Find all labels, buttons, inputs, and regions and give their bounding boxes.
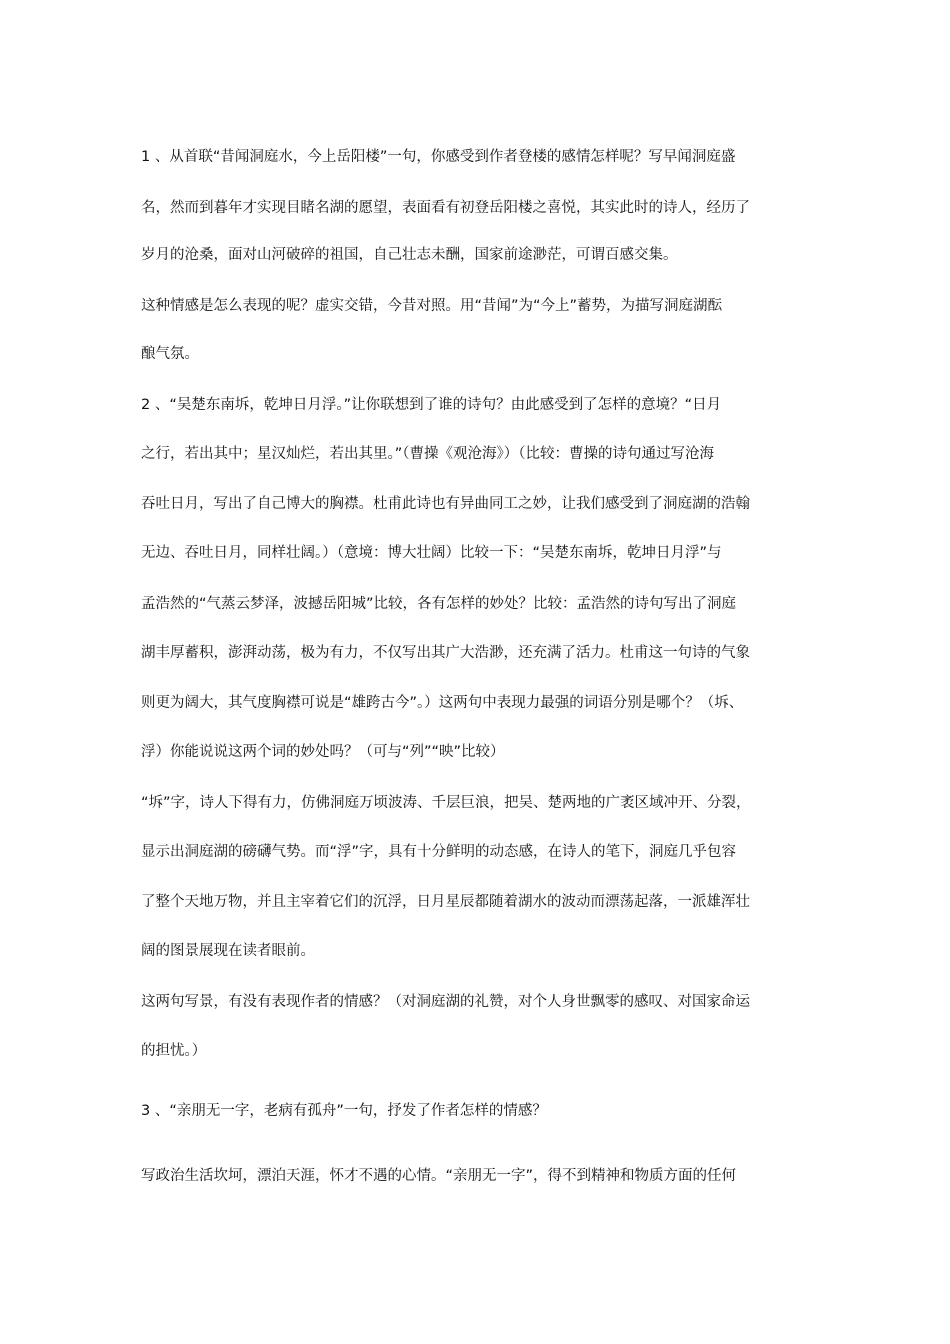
text-line: 2 、“吴楚东南坼，乾坤日月浮。”让你联想到了谁的诗句？由此感受到了怎样的意境？“日月 [141, 397, 722, 413]
text-line: 酿气氛。 [141, 346, 199, 362]
text-line: 湖丰厚蓄积，澎湃动荡，极为有力，不仅写出其广大浩渺，还充满了活力。杜甫这一句诗的气象 [141, 645, 750, 661]
text-line: 1 、从首联“昔闻洞庭水，今上岳阳楼”一句，你感受到作者登楼的感情怎样呢？写早闻洞庭盛 [141, 149, 736, 165]
text-line: 写政治生活坎坷，漂泊天涯，怀才不遇的心情。“亲朋无一字”，得不到精神和物质方面的任何 [141, 1168, 737, 1184]
text-line: “坼”字，诗人下得有力，仿佛洞庭万顷波涛、千层巨浪，把吴、楚两地的广袤区域冲开、分裂， [141, 795, 751, 811]
text-line: 吞吐日月，写出了自己博大的胸襟。杜甫此诗也有异曲同工之妙，让我们感受到了洞庭湖的浩翰 [141, 496, 750, 512]
text-line: 名，然而到暮年才实现目睹名湖的愿望，表面看有初登岳阳楼之喜悦，其实此时的诗人，经历了 [141, 200, 750, 216]
text-line: 岁月的沧桑，面对山河破碎的祖国，自己壮志未酬，国家前途渺茫，可谓百感交集。 [141, 247, 678, 263]
text-line: 这两句写景，有没有表现作者的情感？（对洞庭湖的礼赞，对个人身世飘零的感叹、对国家命运 [141, 994, 750, 1010]
text-line: 浮）你能说说这两个词的妙处吗？（可与“列”“映”比较） [141, 744, 505, 760]
text-line: 的担忧。） [141, 1043, 207, 1059]
text-line: 这种情感是怎么表现的呢？虚实交错，今昔对照。用“昔闻”为“今上”蓄势，为描写洞庭湖酝 [141, 298, 723, 314]
text-line: 之行，若出其中；星汉灿烂，若出其里。”（曹操《观沧海》）（比较：曹操的诗句通过写沧海 [141, 446, 715, 462]
text-line: 则更为阔大，其气度胸襟可说是“雄跨古今”。）这两句中表现力最强的词语分别是哪个？（坼、 [141, 695, 744, 711]
text-line: 3 、“亲朋无一字，老病有孤舟”一句，抒发了作者怎样的情感？ [141, 1103, 547, 1119]
text-line: 孟浩然的“气蒸云梦泽，波撼岳阳城”比较，各有怎样的妙处？比较：孟浩然的诗句写出了洞庭 [141, 596, 737, 612]
text-line: 无边、吞吐日月，同样壮阔。）（意境：博大壮阔）比较一下：“吴楚东南坼，乾坤日月浮”与 [141, 545, 722, 561]
text-line: 了整个天地万物，并且主宰着它们的沉浮，日月星辰都随着湖水的波动而漂荡起落，一派雄浑壮 [141, 894, 750, 910]
text-line: 阔的图景展现在读者眼前。 [141, 943, 315, 959]
text-line: 显示出洞庭湖的磅礴气势。而“浮”字，具有十分鲜明的动态感，在诗人的笔下，洞庭几乎包容 [141, 844, 737, 860]
